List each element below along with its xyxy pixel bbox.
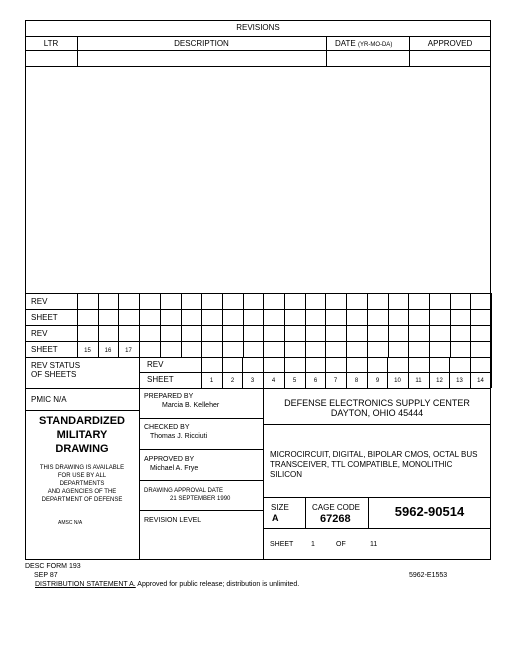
- rule: [388, 293, 389, 357]
- rule: [325, 293, 326, 357]
- rule: [491, 357, 492, 388]
- size-label: SIZE: [271, 503, 289, 512]
- sheet-number: 4: [271, 378, 276, 384]
- approved-name: Michael A. Frye: [150, 465, 199, 472]
- rule: [263, 424, 491, 425]
- rule: [25, 66, 491, 67]
- rev-row-label: REV: [31, 297, 48, 306]
- availability-text: THIS DRAWING IS AVAILABLE: [39, 465, 125, 471]
- checked-label: CHECKED BY: [144, 424, 190, 431]
- rule: [470, 293, 471, 357]
- prepared-name: Marcia B. Kelleher: [162, 402, 220, 409]
- rule: [326, 36, 327, 66]
- approval-date: 21 SEPTEMBER 1990: [170, 496, 231, 502]
- sheet-row-label: SHEET: [31, 313, 58, 322]
- part-title-line2: TRANSCEIVER, TTL COMPATIBLE, MONOLITHIC: [270, 460, 453, 469]
- description-header: DESCRIPTION: [174, 39, 229, 48]
- revision-level-label: REVISION LEVEL: [144, 517, 202, 524]
- doc-title-line1: STANDARDIZED: [39, 415, 125, 427]
- distribution-statement: DISTRIBUTION STATEMENT A. Approved for public release; distribution is unlimited.: [35, 581, 300, 588]
- size-value: A: [272, 513, 279, 523]
- rule: [450, 293, 451, 357]
- rev-row-label: REV: [31, 329, 48, 338]
- drawing-number: 5962-90514: [394, 504, 465, 519]
- rule: [139, 357, 140, 388]
- prepared-label: PREPARED BY: [144, 393, 194, 400]
- sheet-number: 1: [209, 378, 214, 384]
- sheet-row-label: SHEET: [31, 345, 58, 354]
- sheet-number: 3: [250, 378, 255, 384]
- rule: [25, 410, 139, 411]
- sheet-label: SHEET: [270, 541, 294, 548]
- approved-header: APPROVED: [427, 39, 473, 48]
- rule: [243, 293, 244, 357]
- availability-text: FOR USE BY ALL: [57, 473, 107, 479]
- form-date: SEP 87: [34, 572, 58, 579]
- rule: [25, 325, 491, 326]
- sheet-number: 17: [125, 348, 132, 354]
- checked-name: Thomas J. Ricciuti: [150, 433, 208, 440]
- rule: [429, 293, 430, 357]
- rev-status-label: REV STATUS OF SHEETS: [31, 361, 81, 379]
- doc-title-line3: DRAWING: [55, 443, 109, 455]
- sheet-number: 12: [436, 378, 443, 384]
- pmic: PMIC N/A: [31, 395, 67, 404]
- approval-date-label: DRAWING APPROVAL DATE: [144, 488, 224, 494]
- ltr-header: LTR: [43, 39, 59, 48]
- rule: [25, 36, 491, 37]
- amsc: AMSC N/A: [58, 520, 83, 526]
- rev-label: REV: [147, 360, 164, 369]
- rule: [25, 341, 491, 342]
- approved-label: APPROVED BY: [144, 456, 195, 463]
- document-code: 5962-E1553: [409, 572, 448, 579]
- sheet-number: 14: [477, 378, 484, 384]
- rule: [139, 418, 263, 419]
- part-title-line1: MICROCIRCUIT, DIGITAL, BIPOLAR CMOS, OCTAL BUS: [270, 450, 478, 459]
- sheet-number: 5: [292, 378, 297, 384]
- sheet-number: 8: [354, 378, 359, 384]
- part-title-line3: SILICON: [270, 470, 303, 479]
- rule: [139, 293, 140, 357]
- rule: [346, 293, 347, 357]
- sheet-number: 2: [230, 378, 235, 384]
- rule: [263, 528, 491, 529]
- sheet-number: 6: [313, 378, 318, 384]
- availability-text: DEPARTMENTS: [59, 481, 105, 487]
- rule: [181, 293, 182, 357]
- sheet-value: 1: [311, 541, 315, 548]
- rule: [367, 293, 368, 357]
- drawing-frame: [25, 20, 491, 560]
- sheet-number: 9: [375, 378, 380, 384]
- sheet-number: 16: [104, 348, 112, 354]
- rule: [139, 449, 263, 450]
- rule: [263, 497, 491, 498]
- rule: [222, 293, 223, 357]
- sheet-number: 10: [394, 378, 401, 384]
- rule: [284, 293, 285, 357]
- sheet-label: SHEET: [147, 375, 174, 384]
- rule: [305, 497, 306, 528]
- availability-text: AND AGENCIES OF THE: [47, 489, 117, 495]
- of-label: OF: [336, 541, 346, 548]
- sheet-number: 15: [84, 348, 91, 354]
- sheet-number: 13: [456, 378, 463, 384]
- cage-label: CAGE CODE: [312, 503, 361, 512]
- rule: [139, 372, 491, 373]
- sheet-number: 11: [415, 378, 422, 384]
- sheet-number: 7: [333, 378, 338, 384]
- date-header: DATE (YR-MO-DA): [335, 39, 393, 48]
- agency-line1: DEFENSE ELECTRONICS SUPPLY CENTER: [284, 398, 470, 408]
- availability-text: DEPARTMENT OF DEFENSE: [41, 497, 123, 503]
- rule: [408, 293, 409, 357]
- form-number: DESC FORM 193: [25, 563, 81, 570]
- of-value: 11: [370, 541, 378, 548]
- rule: [139, 510, 263, 511]
- rule: [139, 480, 263, 481]
- rule: [25, 388, 491, 389]
- rule: [201, 293, 202, 357]
- rule: [25, 50, 491, 51]
- agency-line2: DAYTON, OHIO 45444: [330, 408, 424, 418]
- rule: [491, 293, 492, 357]
- revisions-title: REVISIONS: [236, 23, 280, 32]
- rule: [25, 309, 491, 310]
- rule: [263, 293, 264, 357]
- rule: [305, 293, 306, 357]
- rule: [25, 293, 491, 294]
- doc-title-line2: MILITARY: [56, 429, 108, 441]
- cage-value: 67268: [320, 513, 351, 525]
- rule: [25, 357, 491, 358]
- rule: [160, 293, 161, 357]
- rule: [139, 388, 140, 560]
